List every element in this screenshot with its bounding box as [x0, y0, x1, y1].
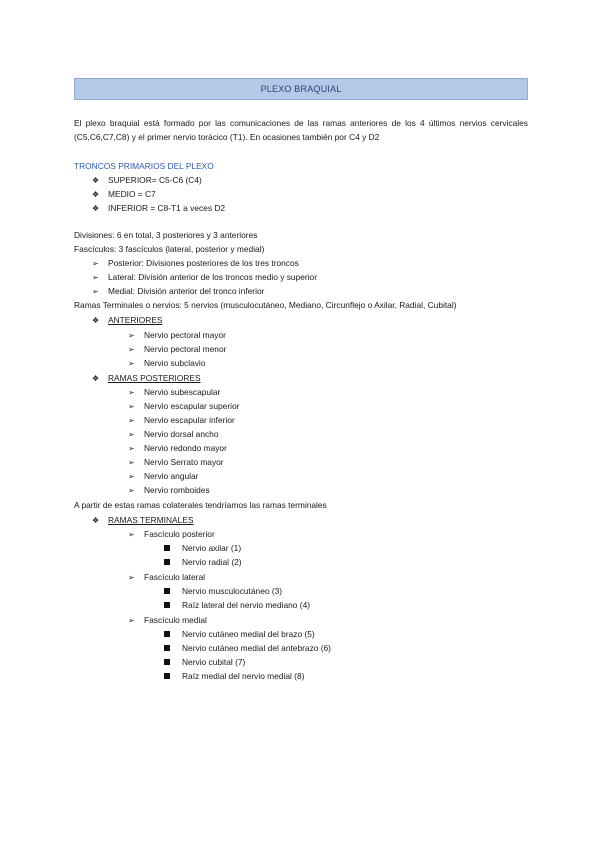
list-item: ❖ MEDIO = C7: [92, 189, 156, 199]
list-item: ➢ Posterior: Divisiones posteriores de los tres troncos: [92, 258, 299, 268]
list-item: ❖ ANTERIORES: [92, 315, 163, 325]
square-bullet-icon: [164, 631, 170, 637]
diamond-bullet-icon: ❖: [92, 176, 100, 185]
list-item: ❖ RAMAS POSTERIORES: [92, 373, 201, 383]
list-item: ➢ Nervio pectoral menor: [128, 344, 227, 354]
list-item: ➢ Nervio romboides: [128, 485, 210, 495]
arrow-bullet-icon: ➢: [128, 458, 135, 467]
list-item: Nervio musculocutáneo (3): [164, 585, 282, 597]
list-item: ❖ RAMAS TERMINALES: [92, 515, 194, 525]
list-item: ➢ Lateral: División anterior de los troncos medio y superior: [92, 272, 318, 282]
list-item: Nervio cutáneo medial del antebrazo (6): [164, 642, 331, 654]
diamond-bullet-icon: ❖: [92, 204, 100, 213]
list-item: Raíz lateral del nervio mediano (4): [164, 599, 310, 611]
arrow-bullet-icon: ➢: [128, 573, 135, 582]
list-item: ➢ Fascículo lateral: [128, 572, 205, 582]
list-item: Nervio axilar (1): [164, 542, 241, 554]
troncos-heading: TRONCOS PRIMARIOS DEL PLEXO: [74, 161, 214, 171]
diamond-bullet-icon: ❖: [92, 190, 100, 199]
list-item: Nervio cubital (7): [164, 656, 245, 668]
diamond-bullet-icon: ❖: [92, 374, 100, 383]
list-item: ➢ Nervio escapular superior: [128, 401, 240, 411]
divisiones-text: Divisiones: 6 en total, 3 posteriores y 3 anteriores: [74, 230, 258, 240]
arrow-bullet-icon: ➢: [128, 444, 135, 453]
list-item: ➢ Nervio escapular inferior: [128, 415, 235, 425]
list-item: ➢ Nervio subclavio: [128, 358, 206, 368]
list-item: ➢ Nervio redondo mayor: [128, 443, 227, 453]
diamond-bullet-icon: ❖: [92, 516, 100, 525]
arrow-bullet-icon: ➢: [128, 472, 135, 481]
list-item: ➢ Nervio subescapular: [128, 387, 221, 397]
fasciculos-text: Fascículos: 3 fascículos (lateral, posterior y medial): [74, 244, 265, 254]
arrow-bullet-icon: ➢: [92, 273, 99, 282]
arrow-bullet-icon: ➢: [128, 331, 135, 340]
list-item: Nervio cutáneo medial del brazo (5): [164, 628, 315, 640]
list-item: ➢ Nervio dorsal ancho: [128, 429, 219, 439]
square-bullet-icon: [164, 645, 170, 651]
list-item: ❖ INFERIOR = C8-T1 a veces D2: [92, 203, 226, 213]
list-item: Nervio radial (2): [164, 556, 242, 568]
arrow-bullet-icon: ➢: [128, 388, 135, 397]
list-item: ❖ SUPERIOR= C5-C6 (C4): [92, 175, 202, 185]
arrow-bullet-icon: ➢: [128, 345, 135, 354]
list-item: ➢ Fascículo posterior: [128, 529, 215, 539]
arrow-bullet-icon: ➢: [128, 359, 135, 368]
arrow-bullet-icon: ➢: [128, 530, 135, 539]
list-item: ➢ Nervio pectoral mayor: [128, 330, 226, 340]
square-bullet-icon: [164, 602, 170, 608]
square-bullet-icon: [164, 588, 170, 594]
list-item: Raíz medial del nervio medial (8): [164, 670, 304, 682]
arrow-bullet-icon: ➢: [128, 416, 135, 425]
square-bullet-icon: [164, 545, 170, 551]
list-item: ➢ Fascículo medial: [128, 615, 207, 625]
arrow-bullet-icon: ➢: [128, 402, 135, 411]
page-title: PLEXO BRAQUIAL: [74, 78, 528, 100]
square-bullet-icon: [164, 559, 170, 565]
arrow-bullet-icon: ➢: [128, 486, 135, 495]
arrow-bullet-icon: ➢: [92, 259, 99, 268]
arrow-bullet-icon: ➢: [128, 616, 135, 625]
intro-paragraph: El plexo braquial está formado por las comunicaciones de las ramas anteriores de los 4 últimos nervios cervicales (C5,C6,C7,C8) y el primer nervio torácico (T1). En ocasiones también por C4 y D2: [74, 118, 528, 142]
arrow-bullet-icon: ➢: [92, 287, 99, 296]
ramas-terminales-text: Ramas Terminales o nervios: 5 nervios (musculocutáneo, Mediano, Circunflejo o Axilar, Radial, Cubital): [74, 300, 457, 310]
list-item: ➢ Nervio Serrato mayor: [128, 457, 224, 467]
diamond-bullet-icon: ❖: [92, 316, 100, 325]
arrow-bullet-icon: ➢: [128, 430, 135, 439]
square-bullet-icon: [164, 659, 170, 665]
square-bullet-icon: [164, 673, 170, 679]
list-item: ➢ Nervio angular: [128, 471, 199, 481]
colaterales-note: A partir de estas ramas colaterales tendríamos las ramas terminales: [74, 500, 327, 510]
list-item: ➢ Medial: División anterior del tronco inferior: [92, 286, 265, 296]
